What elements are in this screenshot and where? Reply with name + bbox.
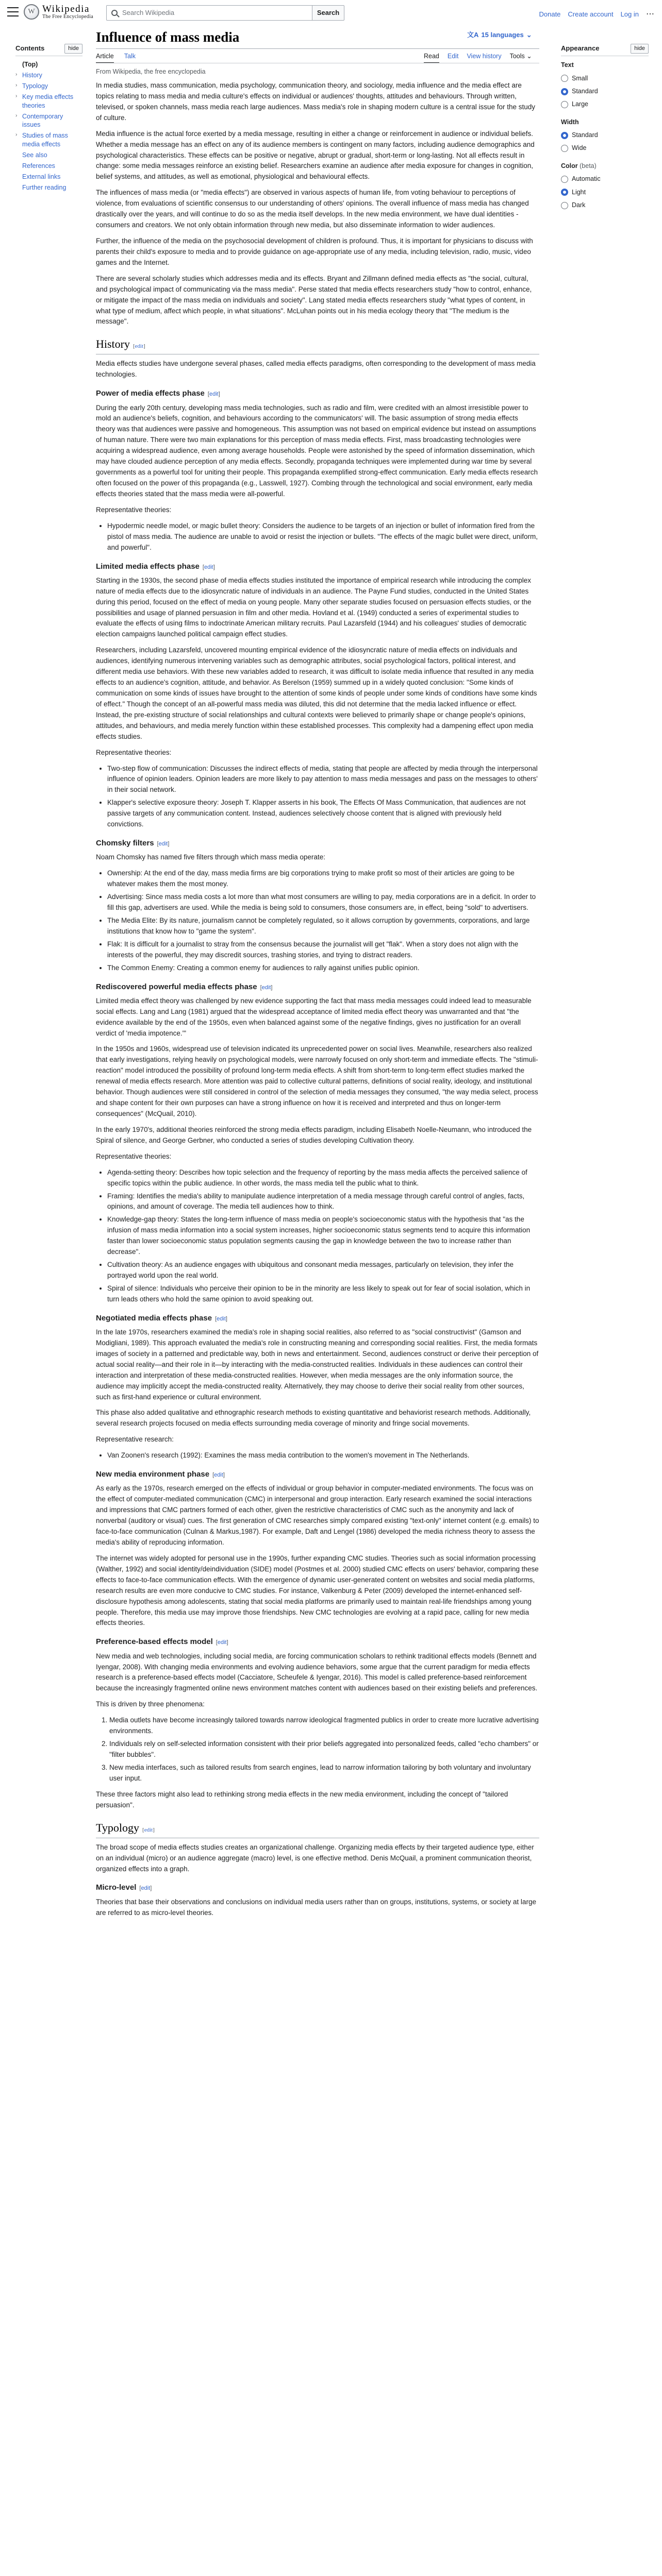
toc-item-label: Typology (22, 82, 48, 90)
toc-title: Contents (15, 44, 45, 52)
chevron-down-icon: ⌄ (526, 31, 532, 39)
toc-item[interactable] (15, 182, 82, 193)
text-standard-option[interactable]: Standard (561, 85, 649, 98)
intro-paragraph: Further, the influence of the media on the psychosocial development of children is profound. Thus, it is important for physicians to discuss with parents their child's exposure to media and to provide guidance on age-appropriate use of any media, including television, radio, music, video games and the Internet. (96, 236, 533, 266)
text-size-label: Text (561, 61, 574, 69)
intro-paragraph: In media studies, mass communication, media psychology, communication theory, and sociology, media influence and the media effect are topics relating to mass media and media culture's effects on individual or audiences' thoughts, attitudes and behaviours. Through written, televised, or spoken channels, mass media reach large audiences. Mass media's role in shaping modern culture is a central issue for the study of culture. (96, 81, 536, 122)
typology-paragraph: The broad scope of media effects studies creates an organizational challenge. Organizing media effects by their targeted audience type, either on an individual (micro) or an audience aggregate (macro) level, is one effective method. Denis McQuail, a prominent communication theorist, organized effects into a graph. (96, 1843, 534, 1873)
toc-item[interactable] (15, 161, 82, 172)
list-item: • The Common Enemy: Creating a common enemy for audiences to rally against unifies public opinion. (107, 963, 539, 974)
radio-icon (561, 101, 568, 108)
width-standard-option[interactable]: Standard (561, 129, 649, 142)
tab-read[interactable]: Read (424, 52, 439, 63)
negotiated-paragraph-1: In the late 1970s, researchers examined the media's role in shaping social realities, also referred to as "social constructivist" (Gamson and Modigliani, 1989). This approach evaluated the media's role in constructing meaning and corresponding social realities. First, the media formats images of society in a patterned and predictable way, both in news and entertainment. Second, audiences construct or derive their perception of actual social reality—and their role in it—by interacting with the media-constructed realities. Individuals in these audiences can control their interaction and interpretation of these media-constructed realities. However, when media messages are the only information source, the audience may implicitly accept the media-constructed reality. Alternatively, they may choose to derive their social reality from other sources, such as first-hand experience or cultural environment. (96, 1328, 539, 1401)
pref-heading: Preference-based effects model [edit] (96, 1637, 228, 1647)
chomsky-heading: Chomsky filters [edit] (96, 839, 170, 848)
toc-item-label: Key media effects theories (22, 93, 74, 109)
toc-item[interactable] (15, 172, 82, 182)
toc-item-label: References (22, 162, 55, 170)
chevron-icon[interactable]: › (15, 82, 18, 88)
logo-tagline: The Free Encyclopedia (42, 13, 94, 20)
powerful-heading: Power of media effects phase [edit] (96, 389, 220, 398)
toc-item-label: See also (22, 151, 47, 159)
radio-selected-icon (561, 132, 568, 139)
table-of-contents (15, 43, 82, 193)
logo-wordmark: Wikipedia (42, 4, 90, 14)
toc-item-label: (Top) (22, 61, 38, 69)
newenv-paragraph-1: As early as the 1970s, research emerged on the effects of individual or group behavior in computer-mediated environments. The focus was on the effect of computer-mediated communication (CMC) in interpersonal and group interaction. Early research examined the social interactions and impressions that CMC partners formed of each other, given the restrictive characteristics of CMC such as the anonymity and lack of nonverbal (auditory or visual) cues. The first generation of CMC researches simply compared existing "text-only" internet content (e.g. emails) to face-to-face communication (Culnan & Markus,1987). For example, Daft and Lengel (1986) developed the media richness theory to assess the media's ability of reproducing information. (96, 1484, 539, 1546)
appearance-title: Appearance (561, 44, 600, 52)
translate-icon: 文A (467, 31, 479, 39)
rediscovered-paragraph-2: In the 1950s and 1960s, widespread use of television indicated its unprecedented power on social lives. Meanwhile, researchers also realized that early investigations, relying heavily on psychological models, were narrowly focused on only short-term and immediate effects. The "stimuli-reaction" model introduced the possibility of profound long-term media effects. A shift from short-term to long-term effect studies marked the renewal of media effects research. More attention was paid to collective cultural patterns, definitions of social reality, ideology, and institutional behavior. Though audiences were still considered in control of the selection of media messages they consumed, "the way media select, process and shape content for their own purposes can have a strong influence on how it is received and interpreted and thus on longer-term consequences" (McQuail, 2010). (96, 1045, 538, 1117)
text-large-option[interactable]: Large (561, 98, 649, 111)
list-item: 3. New media interfaces, such as tailored results from search engines, lead to narrow information tailoring by both voluntary and involuntary user input. (109, 1762, 539, 1784)
article-content (96, 80, 539, 1924)
search-placeholder: Search Wikipedia (122, 8, 175, 16)
edit-link[interactable]: edit (144, 1826, 153, 1833)
chevron-icon[interactable]: › (15, 93, 18, 99)
chevron-icon[interactable]: › (15, 72, 18, 78)
pref-paragraph-1: New media and web technologies, including social media, are forcing communication scholars to rethink traditional effects models (Bennett and Iyengar, 2008). With changing media environments and evolving audience behaviors, some argue that the current paradigm for media effects research is a preference-based effects model (Cacciatore, Scheufele & Iyengar, 2016). This model is called preference-based reinforcement because the increasingly fragmented online news environment matches content with audiences based on their existing beliefs and preferences. (96, 1652, 538, 1692)
language-count: 15 languages (481, 31, 524, 39)
user-links (539, 8, 655, 21)
list-item: • Hypodermic needle model, or magic bullet theory: Considers the audience to be targets of an injection or bullet of information fired from the pistol of mass media. The audience are unable to avoid or resist the injection or bullets. "The effects of the magic bullet were direct, uniform, and powerful". (107, 521, 539, 553)
width-group (561, 117, 649, 155)
toc-item-label: Further reading (22, 183, 67, 191)
color-light-option[interactable]: Light (561, 186, 649, 199)
create-account-link[interactable]: Create account (568, 10, 614, 19)
micro-paragraph: Theories that base their observations and conclusions on individual media users rather than on groups, institutions, systems, or society at large are referred to as micro-level theories. (96, 1897, 536, 1917)
toc-item[interactable] (15, 81, 82, 92)
list-item: • The Media Elite: By its nature, journalism cannot be completely regulated, so it allows corruption by governments, corporations, and large institutions that know how to "game the system". (107, 916, 539, 937)
tab-edit[interactable]: Edit (447, 53, 459, 60)
color-dark-option[interactable]: Dark (561, 199, 649, 212)
page-title: Influence of mass media (96, 29, 240, 45)
toc-item-label: Studies of mass media effects (22, 132, 68, 148)
rediscovered-paragraph-3: In the early 1970's, additional theories reinforced the strong media effects paradigm, including Elisabeth Noelle-Neumann, who introduced the Spiral of silence, and George Gerbner, who conducted a series of studies developing Cultivation theory. (96, 1125, 532, 1144)
toc-item[interactable] (15, 59, 82, 70)
appearance-panel (561, 43, 649, 218)
edit-link[interactable]: edit (261, 984, 271, 991)
text-small-option[interactable]: Small (561, 72, 649, 85)
radio-icon (561, 75, 568, 82)
width-label: Width (561, 118, 579, 126)
radio-icon (561, 145, 568, 152)
tab-view-history[interactable]: View history (467, 53, 502, 60)
edit-link[interactable]: edit (158, 841, 168, 848)
radio-icon (561, 202, 568, 209)
list-item: • Cultivation theory: As an audience engages with ubiquitous and consonant media messages, particularly on television, they infer the portrayed world upon the real world. (107, 1260, 539, 1281)
toc-hide-button[interactable]: hide (64, 44, 82, 54)
radio-icon (561, 176, 568, 183)
edit-link[interactable]: edit (141, 1885, 151, 1892)
tab-tools[interactable]: Tools ⌄ (509, 53, 532, 60)
globe-icon: W (24, 4, 39, 20)
namespace-tabs (96, 52, 136, 63)
chomsky-paragraph: Noam Chomsky has named five filters through which mass media operate: (96, 853, 325, 861)
limited-reps-label: Representative theories: (96, 748, 172, 756)
list-item: • Flak: It is difficult for a journalist to stray from the consensus because the journalist will get "flak". When a story does not align with the interests of the powerful, they may discredit sources, trashing stories, and trying to distract readers. (107, 939, 539, 961)
rediscovered-reps-label: Representative theories: (96, 1152, 172, 1160)
edit-link[interactable]: edit (209, 391, 219, 398)
toc-item[interactable] (15, 70, 82, 81)
pref-paragraph-2: This is driven by three phenomena: (96, 1700, 205, 1708)
pref-paragraph-3: These three factors might also lead to rethinking strong media effects in the new media environment, including the concept of "tailored persuasion". (96, 1790, 508, 1809)
text-size-group (561, 60, 649, 111)
list-item: 1. Media outlets have become increasingly tailored towards narrow ideological fragmented publics in order to create more lucrative advertising environments. (109, 1715, 539, 1737)
list-item: • Van Zoonen's research (1992): Examines the mass media contribution to the women's movement in The Netherlands. (107, 1450, 539, 1461)
list-item: • Framing: Identifies the media's ability to manipulate audience interpretation of a media message through careful control of angles, facts, opinions, and amount of coverage. The media tell audiences how to think. (107, 1191, 539, 1213)
rediscovered-heading: Rediscovered powerful media effects phase [edit] (96, 982, 273, 991)
search-input[interactable] (106, 5, 312, 21)
toc-item[interactable] (15, 92, 82, 111)
toc-item[interactable] (15, 130, 82, 150)
limited-paragraph-1: Starting in the 1930s, the second phase of media effects studies instituted the importance of empirical research while introducing the complex nature of media effects due to the idiosyncratic nature of individuals in an audience. The Payne Fund studies, conducted in the United States during this period, focused on the effect of media on young people. Many other separate studies focused on persuasion effects studies, or the possibilities and usage of planned persuasion in film and other media. Hovland et al. (1949) conducted a series of experimental studies to evaluate the effects of using films to indoctrinate American military recruits. Paul Lazarsfeld (1944) and his colleagues' studies of democratic election campaigns launched political campaign effect studies. (96, 576, 532, 638)
limited-heading: Limited media effects phase [edit] (96, 562, 215, 571)
tab-article[interactable]: Article (96, 52, 114, 63)
appearance-hide-button[interactable]: hide (631, 44, 649, 54)
toc-item[interactable] (15, 111, 82, 131)
color-group (561, 161, 649, 212)
view-tabs (424, 52, 532, 63)
language-selector[interactable] (467, 30, 532, 40)
from-wikipedia-line: From Wikipedia, the free encyclopedia (96, 68, 206, 75)
list-item: • Spiral of silence: Individuals who perceive their opinion to be in the minority are less likely to speak out for fear of social isolation, which in turn leads others who hold the same opinion to avoid speaking out. (107, 1283, 539, 1305)
radio-selected-icon (561, 88, 568, 95)
chevron-icon[interactable]: › (15, 112, 18, 118)
intro-paragraph: There are several scholarly studies which addresses media and its effects. Bryant and Zillmann defined media effects as "the social, cultural, and psychological impact of communicating via the mass media". Perse stated that media effects researchers study "how to control, enhance, or mitigate the impact of the mass media on individuals and society". Lang stated media effects researchers study "what types of content, in what type of medium, affect which people, in what situations". McLuhan points out in his media ecology theory that "The medium is the message". (96, 274, 532, 326)
color-automatic-option[interactable]: Automatic (561, 173, 649, 185)
login-link[interactable]: Log in (620, 10, 639, 19)
list-item: 2. Individuals rely on self-selected information consistent with their prior beliefs aggregated into personalized feeds, called "echo chambers" or "filter bubbles". (109, 1739, 539, 1760)
donate-link[interactable]: Donate (539, 10, 561, 19)
newenv-heading: New media environment phase [edit] (96, 1470, 225, 1479)
chevron-icon[interactable]: › (15, 132, 18, 138)
toc-item[interactable] (15, 150, 82, 161)
toc-item-label: Contemporary issues (22, 112, 63, 129)
list-item: • Advertising: Since mass media costs a lot more than what most consumers are willing to pay, media corporations are in a deficit. In order to fill this gap, advertisers are used. While the media is being sold to consumers, those consumers are, in effect, being "sold" to advertisers. (107, 892, 539, 913)
negotiated-paragraph-2: This phase also added qualitative and ethnographic research methods to existing quantitative and behaviorist research methods. Additionally, several research projects focused on media effects surrounding media coverage of minority and fringe social movements. (96, 1409, 531, 1428)
limited-paragraph-2: Researchers, including Lazarsfeld, uncovered mounting empirical evidence of the idiosyncratic nature of media effects on individuals and audiences, identifying numerous intervening variables such as demographic attributes, social psychological factors, political interest, and different media use behaviors. With these new variables added to research, it was difficult to isolate media influence that resulted in any media effects to an audience's cognition, attitude, and behavior. As Berelson (1959) summed up in a widely quoted conclusion: "Some kinds of communication on some kinds of issues have brought to the attention of some kinds of people under some kinds of conditions have some kinds of effect." Though the concept of an all-powerful mass media was diluted, this did not determine that the media lacked influence or effect. Instead, the pre-existing structure of social relationships and cultural contexts were believed to primarily shape or change people's opinions, attitudes, and behaviours, and media merely function within these established processes. This complexity had a dampening effect upon media effects studies. (96, 646, 537, 740)
list-item: • Klapper's selective exposure theory: Joseph T. Klapper asserts in his book, The Effects Of Mass Communication, that audiences are not passive targets of any communication content. Instead, audiences selectively choose content that is aligned with previously held convictions. (107, 798, 539, 830)
more-options-icon[interactable]: ⋯ (646, 10, 655, 19)
newenv-paragraph-2: The internet was widely adopted for personal use in the 1990s, further expanding CMC studies. Theories such as social information processing (Walther, 1992) and social identity/deindividuation (SIDE) model (Postmes et al. 2000) studied CMC effects on users' behavior, comparing these effects to face-to-face communication effects. With the emergence of dynamic user-generated content on websites and social media platforms, research results are even more conducive to CMC studies. For instance, Valkenburg & Peter (2009) developed the internet-enhanced self-disclosure hypothesis among adolescents, stating that social media platforms are primarily used to maintain real-life friendships among young people. Therefore, this media use may improve those friendships. New CMC technologies are evolving at a rapid pace, calling for new media effects theories. (96, 1554, 539, 1627)
list-item: • Knowledge-gap theory: States the long-term influence of mass media on people's socioeconomic status with the hypothesis that "as the infusion of mass media information into a social system increases, higher socioeconomic status segments tend to acquire this information faster than lower socioeconomic status population segments causing the gap in knowledge between the two to increase rather than decrease". (107, 1214, 539, 1258)
powerful-paragraph: During the early 20th century, developing mass media technologies, such as radio and film, were credited with an almost irresistible power to mold an audience's beliefs, cognition, and behaviours according to the communicators' will. The basic assumption of strong media effects theory was that audiences were passive and homogeneous. This assumption was not based on empirical evidence but instead on assumptions of human nature. There were two main explanations for this perception of mass media effects. First, mass broadcasting technologies were acquiring a widespread audience, even among average households. People were astonished by the speed of information dissemination, which may have clouded audience perception of any media effects. Secondly, propaganda techniques were implemented during war time by several governments as a powerful tool for uniting their people. This propaganda exemplified strong-effect communication. Early media effects research often focused on the power of this propaganda (e.g., Lasswell, 1927). Combing through the technological and social environment, early media effects theories stated that the mass media were all-powerful. (96, 403, 538, 498)
typology-heading: Typology [edit] (96, 1819, 539, 1838)
micro-heading: Micro-level [edit] (96, 1883, 152, 1892)
intro-paragraph: Media influence is the actual force exerted by a media message, resulting in either a change or reinforcement in audience or individual beliefs. Whether a media message has an effect on any of its audience members is contingent on many factors, including audience demographics and psychological characteristics. These effects can be positive or negative, abrupt or gradual, short-term or long-lasting. Not all effects result in change: some media messages reinforce an existing belief. Researchers examine an audience after media exposure for changes in cognition, belief systems, and attitudes, as well as emotional, physiological and behavioural effects. (96, 129, 535, 181)
negotiated-heading: Negotiated media effects phase [edit] (96, 1313, 227, 1323)
list-item: • Agenda-setting theory: Describes how topic selection and the frequency of reporting by the mass media affects the perceived salience of specific topics within the public audience. In other words, the mass media tell the public what to think. (107, 1167, 539, 1189)
title-divider (96, 48, 539, 49)
edit-link[interactable]: edit (135, 343, 144, 350)
intro-paragraph: The influences of mass media (or "media effects") are observed in various aspects of human life, from voting behaviour to perceptions of violence, from evaluations of scientific consensus to our understanding of others' opinions. The overall influence of mass media has changed drastically over the years, and will continue to do so as the media itself develops. In the new media environment, we have dual identities - consumers and creators. We not only obtain information through new media, but also disseminate information to wider audiences. (96, 189, 529, 229)
search-button[interactable]: Search (312, 5, 344, 21)
color-label: Color (beta) (561, 162, 597, 170)
radio-selected-icon (561, 189, 568, 196)
wikipedia-logo[interactable] (24, 4, 93, 20)
rediscovered-paragraph-1: Limited media effect theory was challenged by new evidence supporting the fact that mass media messages could indeed lead to measurable social effects. Lang and Lang (1981) argued that the widespread acceptance of limited media effect theory was unwarranted and that "the evidence available by the end of the 1950s, even when balanced against some of the negative findings, gives no justification for an overall verdict of 'media impotence.'" (96, 996, 532, 1037)
toc-item-label: History (22, 72, 42, 79)
toc-item-label: External links (22, 173, 61, 180)
negotiated-reps-label: Representative research: (96, 1435, 174, 1444)
top-header (0, 0, 662, 26)
powerful-reps-label: Representative theories: (96, 505, 172, 514)
list-item: • Two-step flow of communication: Discusses the indirect effects of media, stating that people are affected by media through the interpersonal influence of opinion leaders. Opinion leaders are more likely to pay attention to mass media messages and pass on the messages to others' in their social network. (107, 764, 539, 796)
edit-link[interactable]: edit (204, 564, 213, 570)
width-wide-option[interactable]: Wide (561, 142, 649, 155)
edit-link[interactable]: edit (214, 1472, 223, 1479)
tab-talk[interactable]: Talk (124, 53, 136, 60)
edit-link[interactable]: edit (217, 1639, 227, 1646)
search-icon (111, 10, 118, 16)
edit-link[interactable]: edit (217, 1315, 226, 1322)
list-item: • Ownership: At the end of the day, mass media firms are big corporations trying to make profit so most of their articles are going to be whatever makes them the most money. (107, 868, 539, 890)
history-heading: History [edit] (96, 335, 539, 354)
main-menu-icon[interactable] (7, 7, 19, 16)
history-paragraph: Media effects studies have undergone several phases, called media effects paradigms, often corresponding to the development of mass media technologies. (96, 360, 536, 379)
